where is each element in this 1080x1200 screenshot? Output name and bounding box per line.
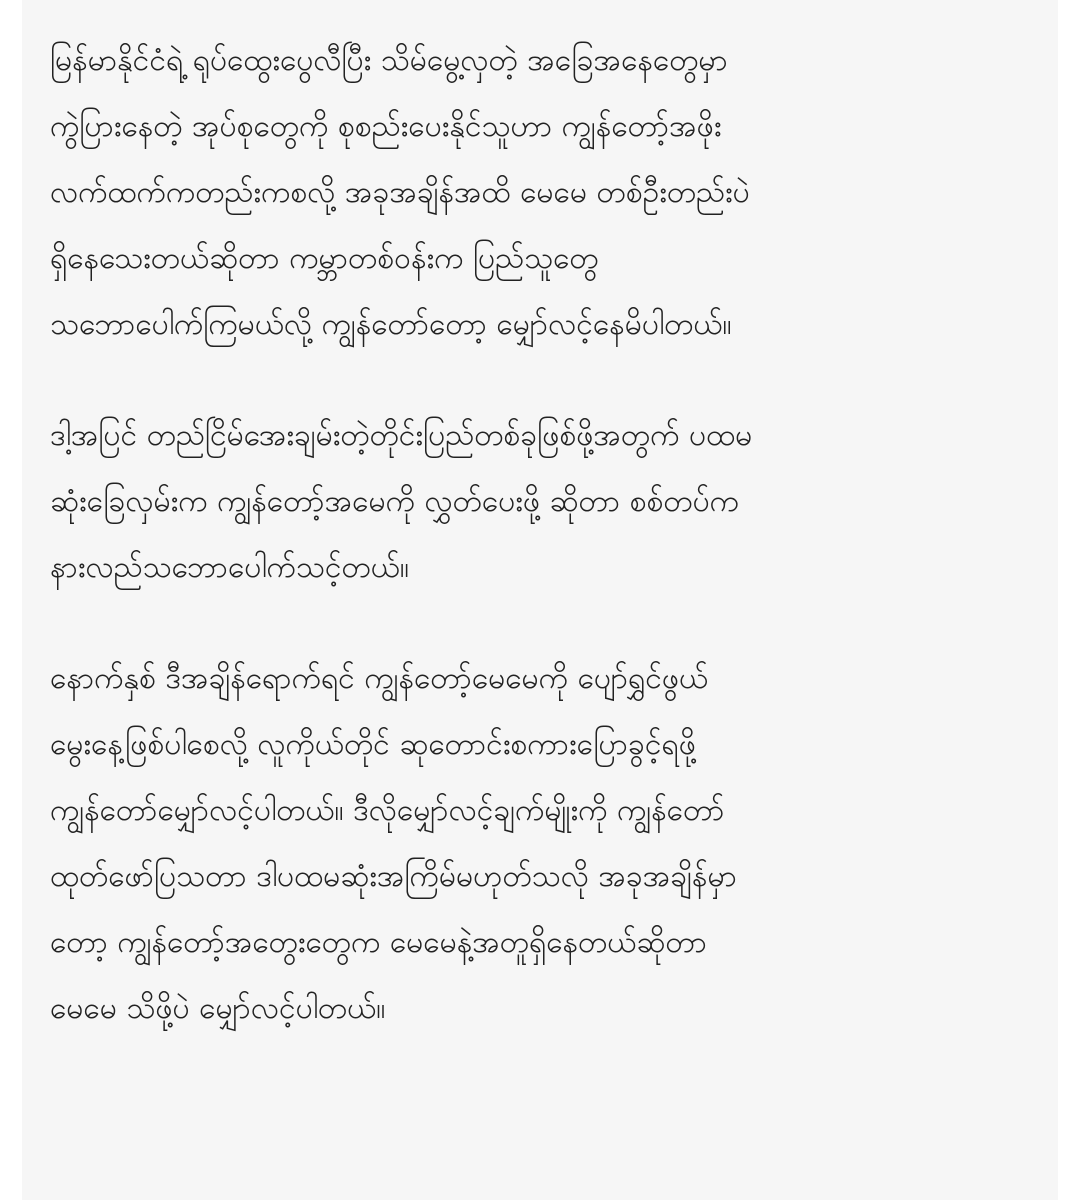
paragraph-3	[50, 646, 1058, 1042]
text-line: သဘောပေါက်ကြမယ်လို့ ကျွန်တော်တော့ မျှော်လင့်နေမိပါတယ်။	[50, 307, 732, 342]
text-line: ထုတ်ဖော်ပြသတာ ဒါပထမဆုံးအကြိမ်မဟုတ်သလို အခုအချိန်မှာ	[50, 859, 737, 894]
text-line: နားလည်သဘောပေါက်သင့်တယ်။	[50, 550, 409, 585]
text-line: နောက်နှစ် ဒီအချိန်ရောက်ရင် ကျွန်တော့်မေမေကို ပျော်ရွှင်ဖွယ်	[50, 661, 709, 696]
text-line: ကျွန်တော်မျှော်လင့်ပါတယ်။ ဒီလိုမျှော်လင့်ချက်မျိုးကို ကျွန်တော်	[50, 793, 725, 828]
text-line: မေမေ သိဖို့ပဲ မျှော်လင့်ပါတယ်။	[50, 991, 386, 1026]
paragraph-1	[50, 28, 1058, 358]
text-line: မြန်မာနိုင်ငံရဲ့ ရုပ်ထွေးပွေလီပြီး သိမ်မွေ့လှတဲ့ အခြေအနေတွေမှာ	[50, 43, 728, 78]
text-line: မွေးနေ့ဖြစ်ပါစေလို့ လူကိုယ်တိုင် ဆုတောင်းစကားပြောခွင့်ရဖို့	[50, 727, 696, 762]
text-line: လက်ထက်ကတည်းကစလို့ အခုအချိန်အထိ မေမေ တစ်ဦးတည်းပဲ	[50, 175, 750, 210]
text-line: ဒါ့အပြင် တည်ငြိမ်အေးချမ်းတဲ့တိုင်းပြည်တစ်ခုဖြစ်ဖို့အတွက် ပထမ	[50, 418, 753, 453]
document-page	[22, 0, 1058, 1200]
text-line: တော့ ကျွန်တော့်အတွေးတွေက မေမေနဲ့အတူရှိနေတယ်ဆိုတာ	[50, 925, 707, 960]
paragraph-spacer	[50, 358, 1058, 403]
text-line: ဆုံးခြေလှမ်းက ကျွန်တော့်အမေကို လွှတ်ပေးဖို့ ဆိုတာ စစ်တပ်က	[50, 484, 740, 519]
text-line: ရှိနေသေးတယ်ဆိုတာ ကမ္ဘာတစ်ဝန်းက ပြည်သူတွေ	[50, 241, 599, 276]
paragraph-2	[50, 403, 1058, 601]
paragraph-spacer	[50, 601, 1058, 646]
text-line: ကွဲပြားနေတဲ့ အုပ်စုတွေကို စုစည်းပေးနိုင်သူဟာ ကျွန်တော့်အဖိုး	[50, 109, 722, 144]
